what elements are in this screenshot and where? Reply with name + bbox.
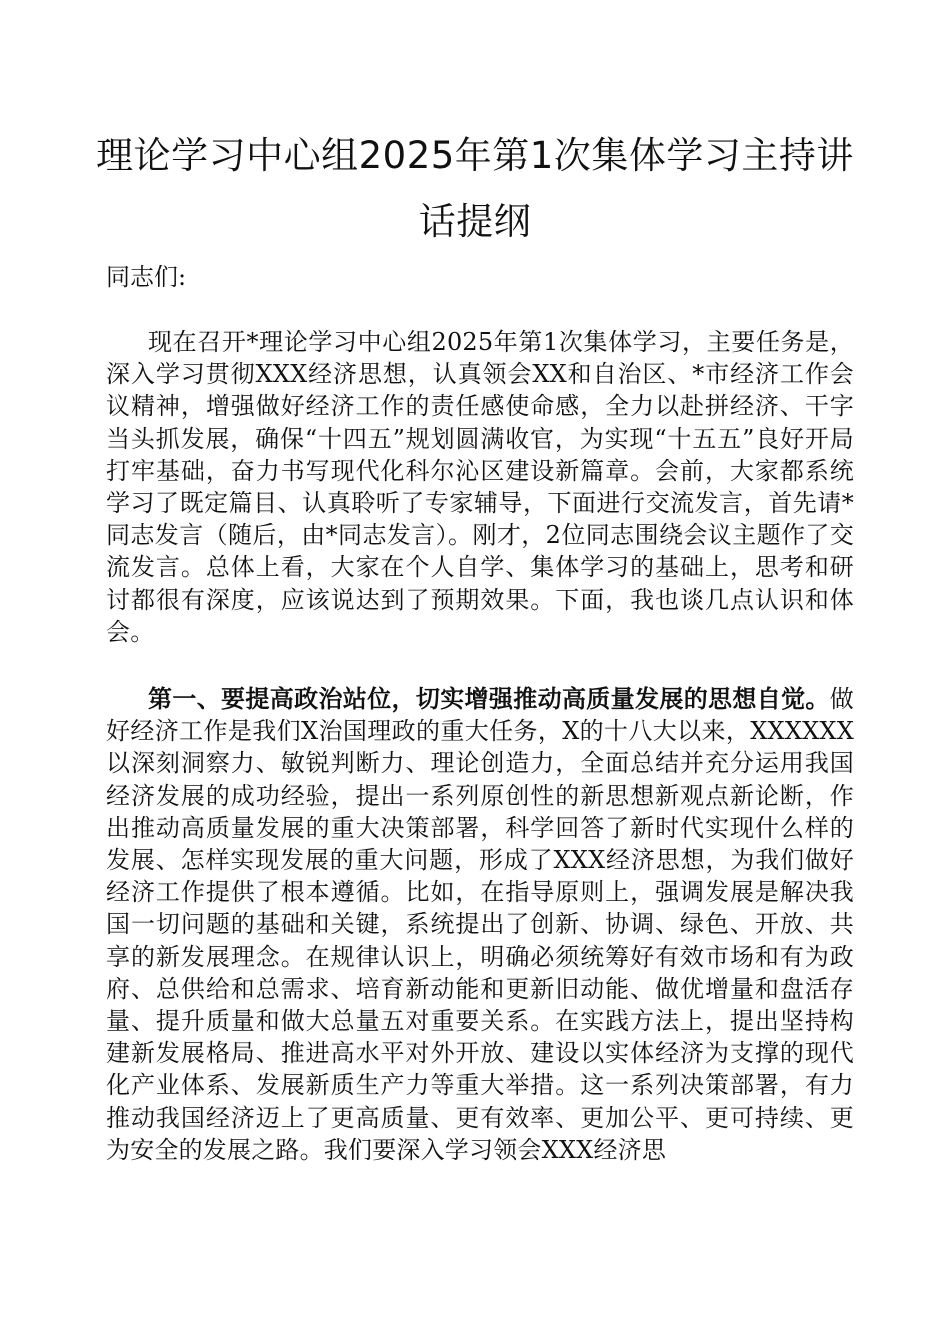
document-title-line-1: 理论学习中心组2025年第1次集体学习主持讲 — [96, 134, 854, 177]
section-1-body: 做好经济工作是我们X治国理政的重大任务，X的十八大以来，XXXXXX以深刻洞察力、敏锐判断力、理论创造力，全面总结并充分运用我国经济发展的成功经验，提出一系列原创性的新思想新观点新论断，作出推动高质量发展的重大决策部署，科学回答了新时代实现什么样的发展、怎样实现发展的重大问题，形成了XXX经济思想，为我们做好经济工作提供了根本遵循。比如，在指导原则上，强调发展是解决我国一切问题的基础和关键，系统提出了创新、协调、绿色、开放、共享的新发展理念。在规律认识上，明确必须统筹好有效市场和有为政府、总供给和总需求、培育新动能和更新旧动能、做优增量和盘活存量、提升质量和做大总量五对重要关系。在实践方法上，提出坚持构建新发展格局、推进高水平对外开放、建设以实体经济为支撑的现代化产业体系、发展新质生产力等重大举措。这一系列决策部署，有力推动我国经济迈上了更高质量、更有效率、更加公平、更可持续、更为安全的发展之路。我们要深入学习领会XXX经济思 — [106, 685, 854, 1164]
salutation: 同志们: — [106, 263, 187, 291]
paragraph-intro: 现在召开*理论学习中心组2025年第1次集体学习，主要任务是，深入学习贯彻XXX经济思想，认真领会XX和自治区、*市经济工作会议精神，增强做好经济工作的责任感使命感，全力以赴拼经济、干字当头抓发展，确保“十四五”规划圆满收官，为实现“十五五”良好开局打牢基础，奋力书写现代化科尔沁区建设新篇章。会前，大家都系统学习了既定篇目、认真聆听了专家辅导，下面进行交流发言，首先请*同志发言（随后，由*同志发言）。刚才，2位同志围绕会议主题作了交流发言。总体上看，大家在个人自学、集体学习的基础上，思考和研讨都很有深度，应该说达到了预期效果。下面，我也谈几点认识和体会。 — [106, 328, 854, 646]
section-1 — [106, 683, 854, 1166]
section-1-heading: 第一、要提高政治站位，切实增强推动高质量发展的思想自觉。 — [148, 685, 830, 713]
document-title-line-2: 话提纲 — [418, 200, 532, 243]
